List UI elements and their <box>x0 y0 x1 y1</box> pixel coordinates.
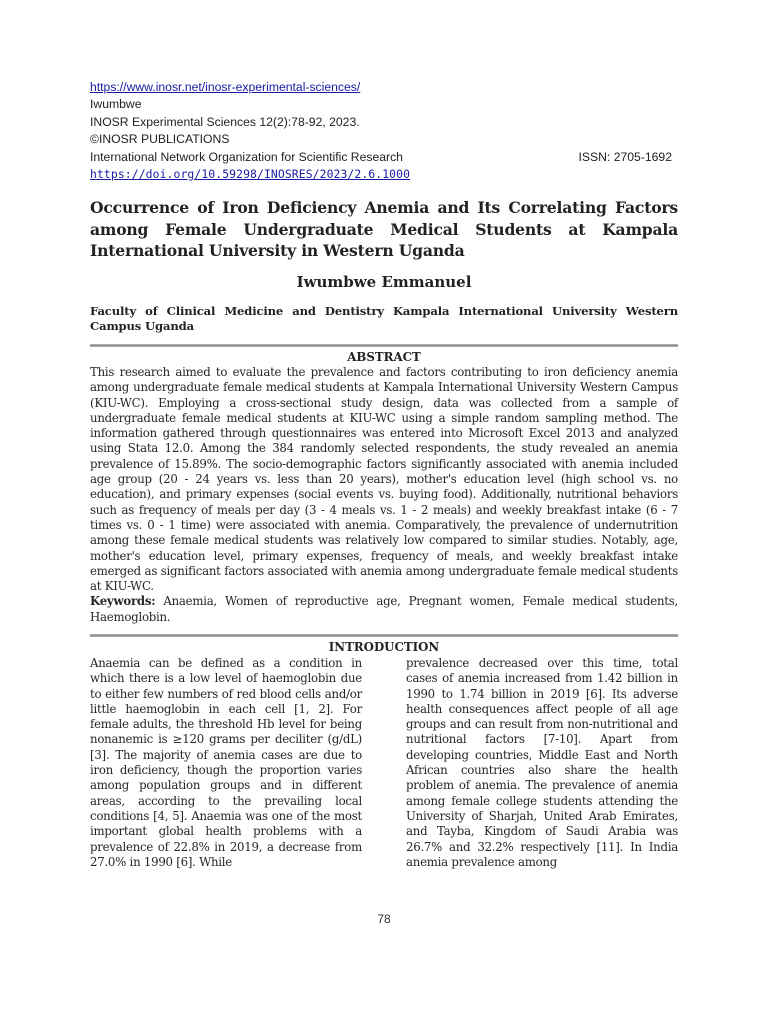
introduction-left-column: Anaemia can be defined as a condition in which there is a low level of haemoglobin due to either few numbers of red blood cells and/or little haemoglobin in each cell [1, 2]. For female adults, the threshold Hb level for being nonanemic is ≥120 grams per deciliter (g/dL) [3]. The majority of anemia cases are due to iron deficiency, though the proportion varies among population groups and in different areas, according to the prevailing local conditions [4, 5]. Anaemia was one of the most important global health problems with a prevalence of 22.8% in 2019, a decrease from 27.0% in 1990 [6]. While <box>90 655 362 869</box>
keywords-list: Anaemia, Women of reproductive age, Pregnant women, Female medical students, Haemoglobin. <box>90 594 678 624</box>
page-number: 78 <box>377 912 391 926</box>
introduction-heading: INTRODUCTION <box>328 639 440 654</box>
abstract-heading: ABSTRACT <box>347 349 421 364</box>
keywords-label: Keywords: <box>90 594 156 609</box>
running-author: Iwumbwe <box>90 97 142 112</box>
article-author: Iwumbwe Emmanuel <box>296 272 472 291</box>
issn: ISSN: 2705-1692 <box>578 149 672 164</box>
publisher: ©INOSR PUBLICATIONS <box>90 132 230 147</box>
organization: International Network Organization for Scientific Research <box>90 149 403 164</box>
doi-link[interactable]: https://doi.org/10.59298/INOSRES/2023/2.6.1000 <box>90 167 411 182</box>
document-page <box>90 0 678 870</box>
introduction-right-column: prevalence decreased over this time, total cases of anemia increased from 1.42 billion in 1990 to 1.74 billion in 2019 [6]. Its adverse health consequences affect people of all age groups and can result from non-nutritional and nutritional factors [7-10]. Apart from developing countries, Middle East and North African countries also share the health problem of anemia. The prevalence of anemia among female college students attending the University of Sharjah, United Arab Emirates, and Tayba, Kingdom of Saudi Arabia was 26.7% and 32.2% respectively [11]. In India anemia prevalence among <box>406 655 678 869</box>
section-divider <box>90 344 678 347</box>
author-affiliation: Faculty of Clinical Medicine and Dentistry Kampala International University Western Campus Uganda <box>90 303 678 334</box>
journal-url-link[interactable]: https://www.inosr.net/inosr-experimental-sciences/ <box>90 80 361 94</box>
abstract-text: This research aimed to evaluate the prevalence and factors contributing to iron deficiency anemia among undergraduate female medical students at Kampala International University Western Campus (KIU-WC). Employing a cross-sectional study design, data was collected from a sample of undergraduate female medical students at KIU-WC using a simple random sampling method. The information gathered through questionnaires was entered into Microsoft Excel 2013 and analyzed using Stata 12.0. Among the 384 randomly selected respondents, the study revealed an anemia prevalence of 15.89%. The socio-demographic factors significantly associated with anemia included age group (20 - 24 years vs. less than 20 years), mother's education level (high school vs. no education), and primary expenses (social events vs. buying food). Additionally, nutritional behaviors such as frequency of meals per day (3 - 4 meals vs. 1 - 2 meals) and weekly breakfast intake (6 - 7 times vs. 0 - 1 time) were associated with anemia. Comparatively, the prevalence of undernutrition among these female medical students was relatively low compared to similar studies. Notably, age, mother's education level, primary expenses, frequency of meals, and weekly breakfast intake emerged as significant factors associated with anemia among undergraduate female medical students at KIU-WC. <box>90 364 678 594</box>
section-divider <box>90 634 678 637</box>
keywords <box>90 594 678 625</box>
journal-header <box>90 79 678 183</box>
introduction-columns <box>90 656 678 870</box>
article-title: Occurrence of Iron Deficiency Anemia and Its Correlating Factors among Female Undergraduate Medical Students at Kampala International University in Western Uganda <box>90 198 678 261</box>
journal-citation: INOSR Experimental Sciences 12(2):78-92, 2023. <box>90 114 360 129</box>
